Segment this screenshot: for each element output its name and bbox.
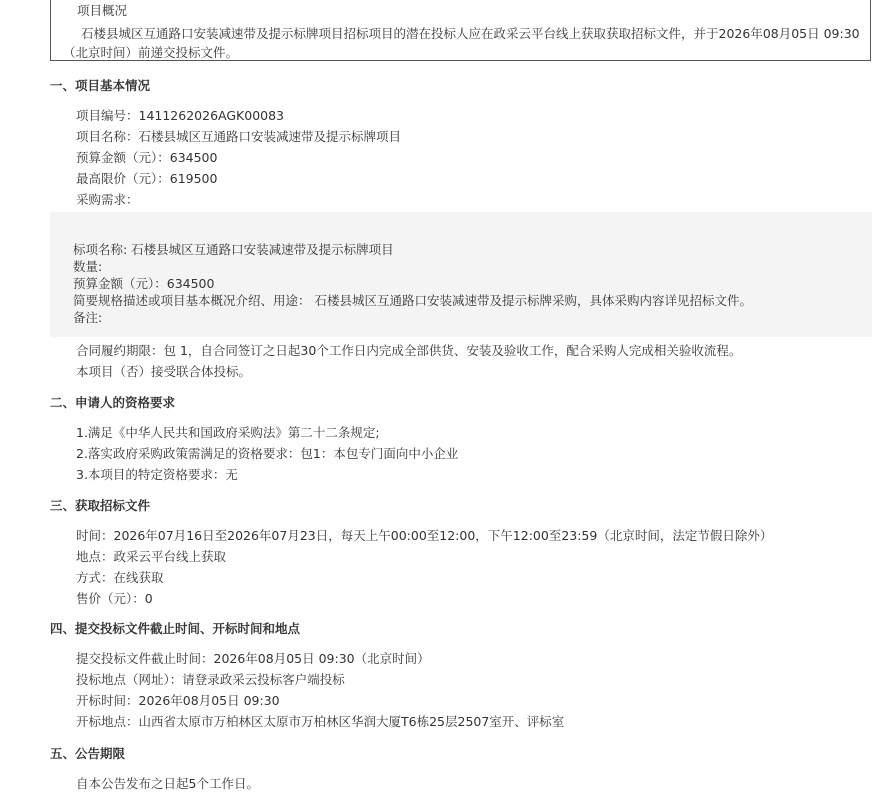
section-heading-qualification: 二、申请人的资格要求 (50, 395, 176, 410)
obtain-method: 方式：在线获取 (76, 570, 164, 585)
obtain-location: 地点：政采云平台线上获取 (76, 549, 227, 564)
max-price: 最高限价（元）：619500 (76, 171, 218, 186)
obtain-price: 售价（元）：0 (76, 591, 153, 606)
lot-details-box (50, 212, 872, 337)
budget-amount: 预算金额（元）：634500 (76, 150, 218, 165)
section-heading-basic: 一、项目基本情况 (50, 78, 151, 93)
project-number: 项目编号：1411262026AGK00083 (76, 108, 285, 123)
consortium-note: 本项目（否）接受联合体投标。 (76, 364, 252, 379)
qualification-item-1: 1.满足《中华人民共和国政府采购法》第二十二条规定; (76, 425, 380, 440)
overview-text: 石楼县城区互通路口安装减速带及提示标牌项目招标项目的潜在投标人应在政采云平台线上获取获取招标文件，并于2026年08月05日 09:30（北京时间）前递交投标文件。 (63, 26, 860, 60)
procurement-needs-label: 采购需求： (76, 192, 139, 207)
lot-quantity: 数量: (73, 259, 103, 274)
submission-deadline: 提交投标文件截止时间：2026年08月05日 09:30（北京时间） (76, 651, 430, 666)
section-heading-deadline: 四、提交投标文件截止时间、开标时间和地点 (50, 621, 301, 636)
section-heading-obtain: 三、获取招标文件 (50, 498, 151, 513)
project-overview-box (50, 0, 871, 61)
contract-period: 合同履约期限：包 1，自合同签订之日起30个工作日内完成全部供货、安装及验收工作，配合采购人完成相关验收流程。 (76, 343, 742, 358)
qualification-item-3: 3.本项目的特定资格要求：无 (76, 467, 238, 482)
obtain-time: 时间：2026年07月16日至2026年07月23日，每天上午00:00至12:00，下午12:00至23:59（北京时间，法定节假日除外） (76, 528, 773, 543)
section-heading-period: 五、公告期限 (50, 746, 126, 761)
lot-remarks: 备注: (73, 310, 103, 325)
bid-location: 投标地点（网址）：请登录政采云投标客户端投标 (76, 672, 345, 687)
lot-name: 标项名称: 石楼县城区互通路口安装减速带及提示标牌项目 (73, 242, 394, 257)
overview-title: 项目概况 (77, 3, 128, 18)
announcement-period: 自本公告发布之日起5个工作日。 (76, 776, 259, 791)
qualification-item-2: 2.落实政府采购政策需满足的资格要求：包1：本包专门面向中小企业 (76, 446, 459, 461)
opening-time: 开标时间：2026年08月05日 09:30 (76, 693, 280, 708)
lot-description: 简要规格描述或项目基本概况介绍、用途： 石楼县城区互通路口安装减速带及提示标牌采购，具体采购内容详见招标文件。 (73, 293, 752, 308)
opening-location: 开标地点：山西省太原市万柏林区太原市万柏林区华润大厦T6栋25层2507室开、评标室 (76, 714, 565, 729)
project-name: 项目名称：石楼县城区互通路口安装减速带及提示标牌项目 (76, 129, 402, 144)
lot-budget: 预算金额（元）：634500 (73, 276, 215, 291)
